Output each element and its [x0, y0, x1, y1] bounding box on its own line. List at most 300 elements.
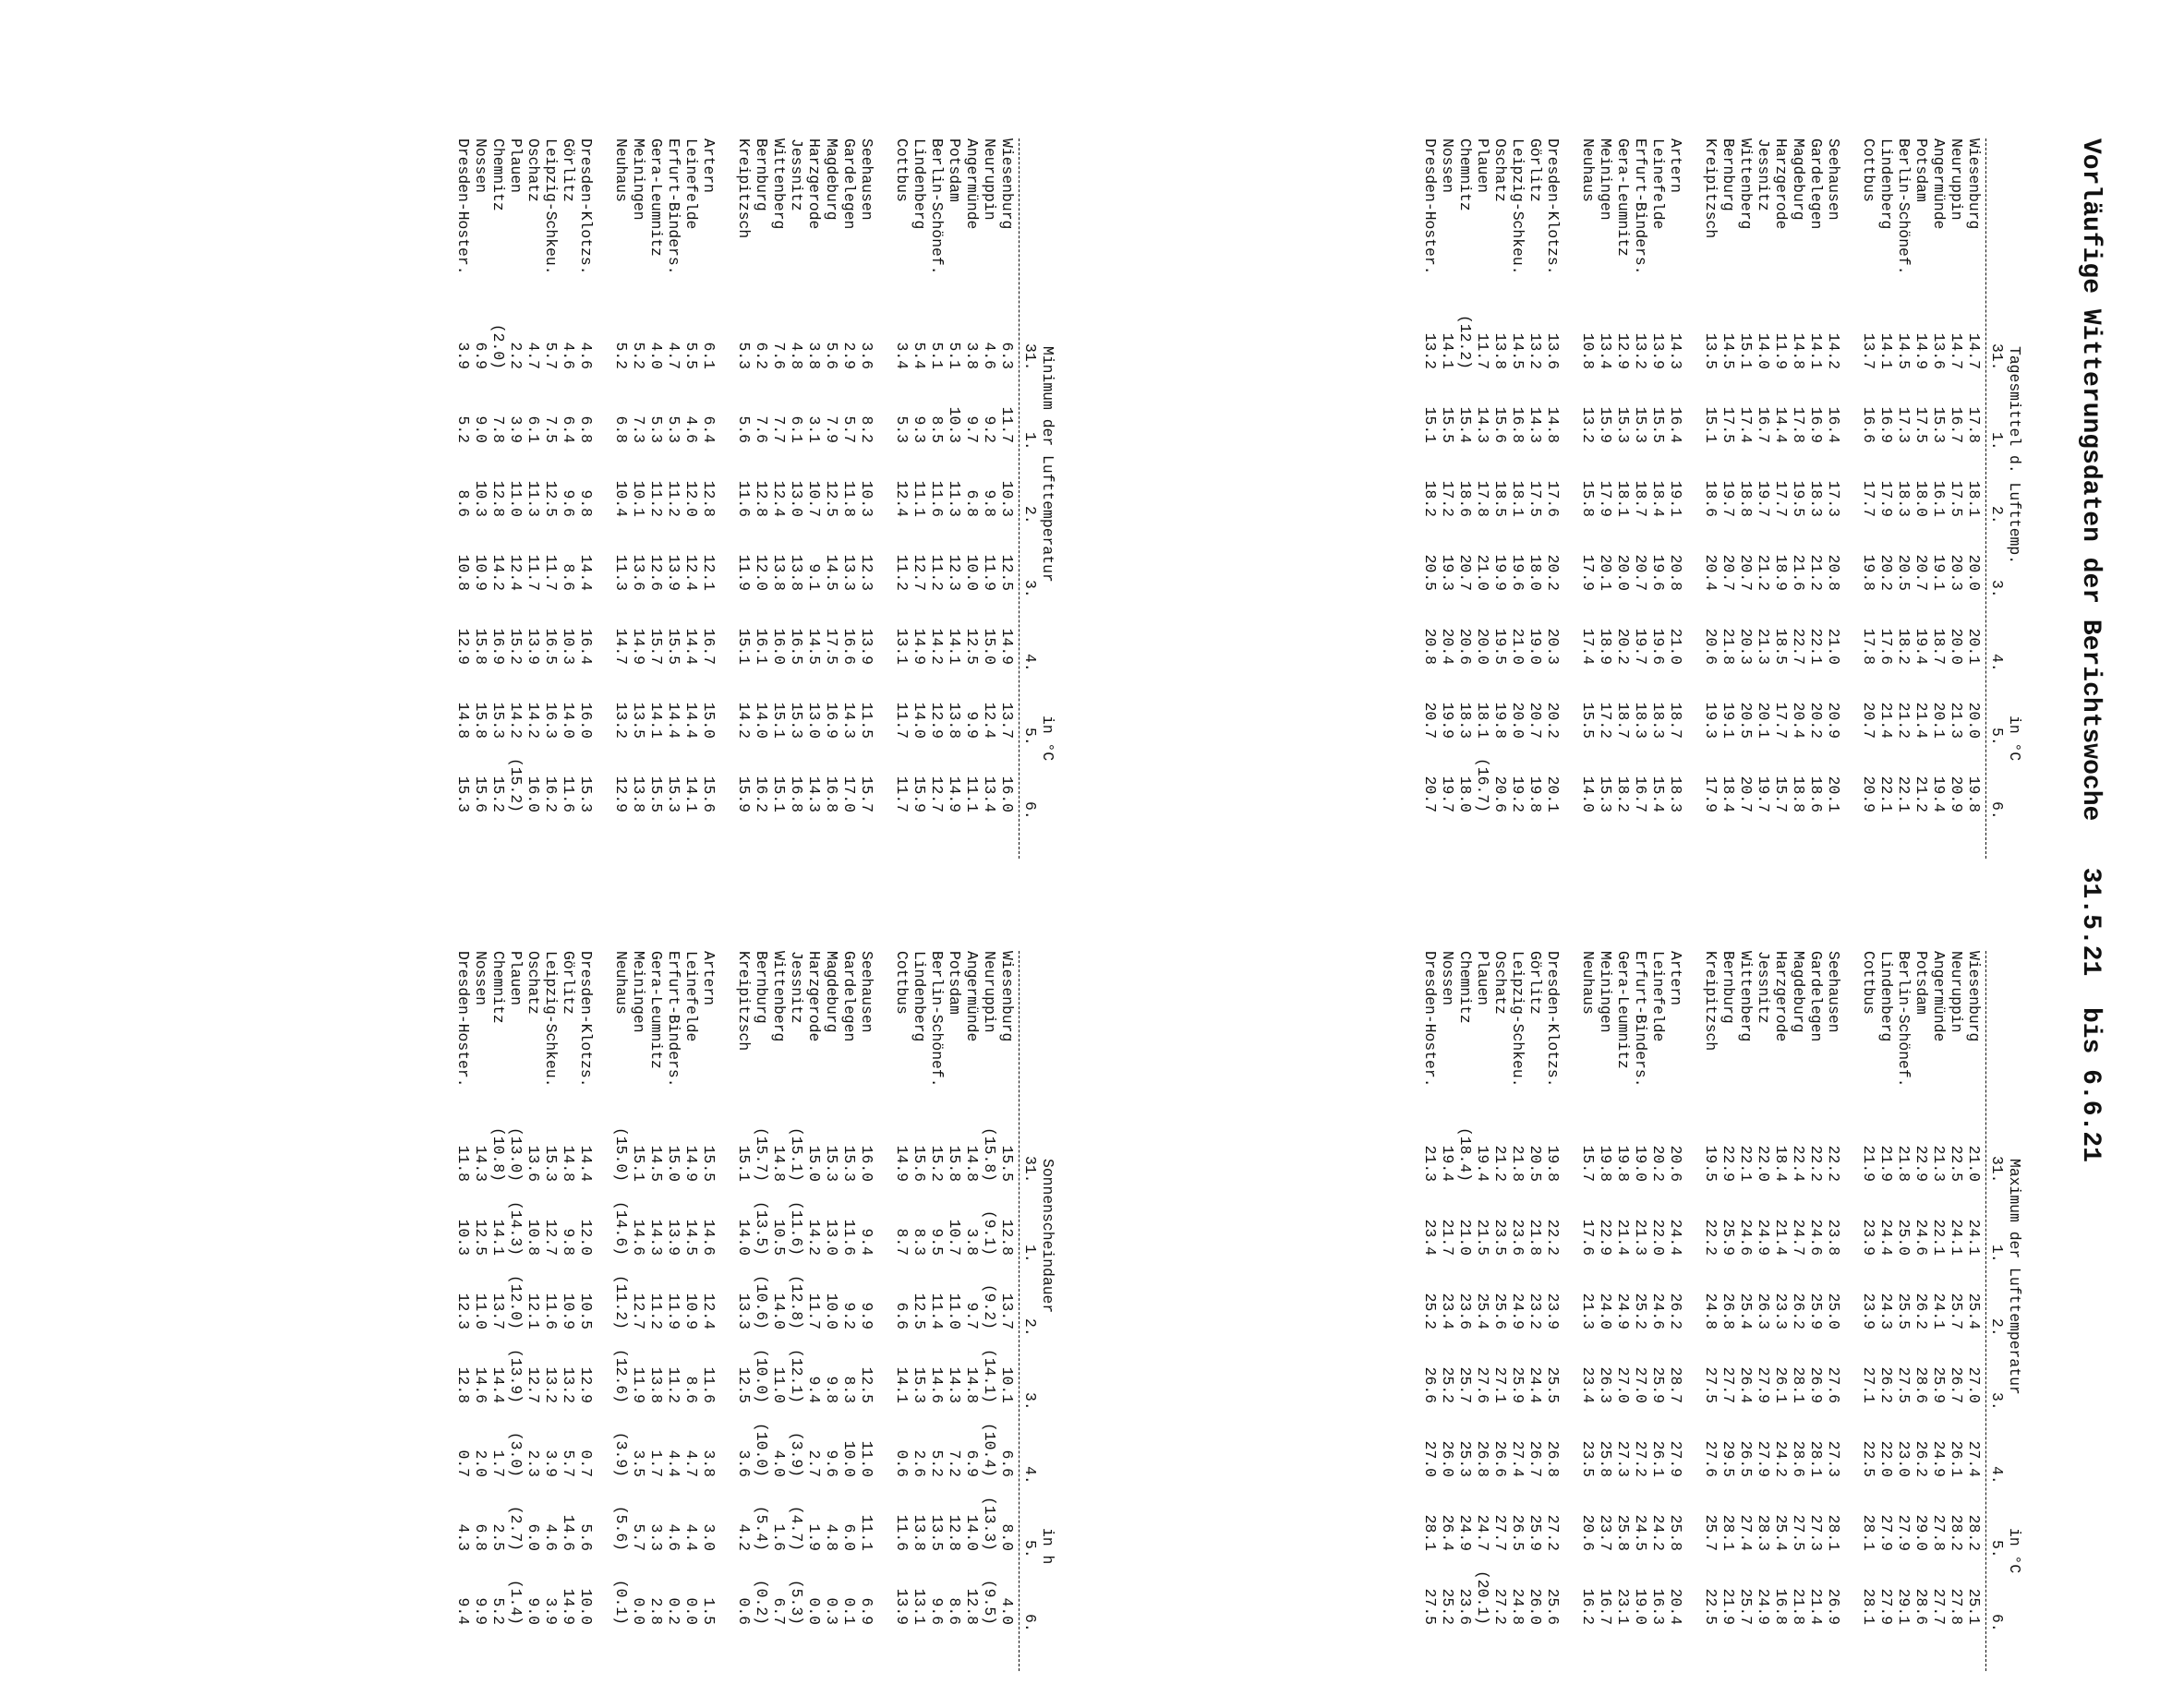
table-row — [1772, 951, 1790, 1708]
value-cell: 19.3 — [1439, 554, 1456, 591]
value-cell: 25.9 — [1509, 1366, 1526, 1403]
value-cell: 9.4 — [858, 1228, 875, 1256]
value-cell: 21.9 — [1720, 1588, 1737, 1625]
value-cell: 15.3 — [788, 702, 805, 739]
value-cell: 23.6 — [1509, 1219, 1526, 1256]
group-gap — [595, 951, 612, 1708]
value-cell: 22.2 — [1544, 1219, 1562, 1256]
station-name: Jessnitz — [788, 951, 805, 1024]
station-name: Gardelegen — [1807, 951, 1825, 1042]
table-title: Sonnenscheindauer — [1039, 1159, 1056, 1314]
value-cell: 5.2 — [630, 342, 647, 369]
value-cell: 24.1 — [1930, 1293, 1948, 1329]
value-cell: 9.9 — [963, 711, 981, 739]
value-cell: 27.8 — [1948, 1588, 1965, 1625]
value-cell: 9.0 — [472, 415, 489, 443]
table-row — [788, 138, 805, 896]
station-name: Oschatz — [1491, 951, 1509, 1015]
value-cell: 16.7 — [1755, 406, 1772, 443]
value-cell: 8.3 — [840, 1376, 858, 1403]
station-name: Artern — [700, 951, 718, 1006]
value-cell: (10.6) — [753, 1274, 770, 1329]
value-cell: 12.0 — [577, 1219, 595, 1256]
value-cell: 20.7 — [1421, 702, 1439, 739]
day-label: 6. — [1021, 801, 1039, 820]
value-cell: 26.1 — [1649, 1440, 1667, 1477]
station-name: Harzgerode — [1772, 951, 1790, 1042]
dashed-separator — [1985, 951, 1986, 1671]
value-cell: (15.1) — [788, 1126, 805, 1182]
station-name: Gardelegen — [840, 138, 858, 230]
station-name: Gera-Leumnitz — [1614, 951, 1632, 1069]
value-cell: 11.7 — [893, 702, 911, 739]
value-cell: 14.4 — [577, 1145, 595, 1182]
station-name: Chemnitz — [489, 138, 507, 211]
value-cell: 22.9 — [1720, 1145, 1737, 1182]
value-cell: 20.1 — [1825, 776, 1842, 812]
value-cell: 25.2 — [1439, 1588, 1456, 1625]
value-cell: 27.7 — [1720, 1366, 1737, 1403]
value-cell: 16.8 — [788, 776, 805, 812]
value-cell: 13.6 — [1544, 332, 1562, 369]
value-cell: 19.5 — [1790, 480, 1807, 517]
value-cell: 18.1 — [1614, 480, 1632, 517]
value-cell: 13.9 — [665, 554, 682, 591]
value-cell: 14.0 — [560, 702, 577, 739]
value-cell: 9.1 — [805, 563, 823, 591]
value-cell: 19.5 — [1491, 628, 1509, 665]
value-cell: 24.4 — [1877, 1219, 1895, 1256]
value-cell: 14.0 — [1755, 332, 1772, 369]
station-name: Jessnitz — [1755, 138, 1772, 211]
table-unit: in °C — [1039, 716, 1056, 762]
value-cell: 27.9 — [1877, 1588, 1895, 1625]
table-row — [911, 951, 928, 1708]
value-cell: 5.3 — [647, 415, 665, 443]
value-cell: 25.2 — [1439, 1366, 1456, 1403]
value-cell: 15.9 — [911, 776, 928, 812]
value-cell: 12.8 — [454, 1366, 472, 1403]
value-cell: 3.6 — [735, 1449, 753, 1477]
station-name: Leinefelde — [682, 951, 700, 1042]
table-row — [1720, 138, 1737, 896]
value-cell: 25.4 — [1474, 1293, 1491, 1329]
station-name: Harzgerode — [1772, 138, 1790, 230]
value-cell: 21.2 — [1491, 1145, 1509, 1182]
station-name: Kreipitzsch — [735, 951, 753, 1052]
table-row — [946, 951, 963, 1708]
value-cell: 14.8 — [770, 1145, 788, 1182]
station-name: Neuruppin — [1948, 138, 1965, 221]
value-cell: 0.0 — [630, 1597, 647, 1625]
value-cell: 6.8 — [612, 415, 630, 443]
value-cell: 11.6 — [560, 776, 577, 812]
value-cell: 14.3 — [1667, 332, 1684, 369]
table-row — [963, 951, 981, 1708]
value-cell: 21.0 — [1474, 554, 1491, 591]
value-cell: 17.6 — [1579, 1219, 1597, 1256]
table-row — [525, 951, 542, 1708]
table-row — [928, 951, 946, 1708]
table-row — [1807, 951, 1825, 1708]
value-cell: (14.6) — [612, 1200, 630, 1256]
value-cell: 21.8 — [1790, 1588, 1807, 1625]
value-cell: 12.7 — [525, 1366, 542, 1403]
value-cell: 15.3 — [489, 702, 507, 739]
value-cell: 14.4 — [682, 702, 700, 739]
table-row — [1737, 951, 1755, 1708]
value-cell: 11.8 — [840, 480, 858, 517]
value-cell: 6.6 — [893, 1302, 911, 1329]
value-cell: 15.3 — [577, 776, 595, 812]
value-cell: 17.8 — [1860, 628, 1877, 665]
value-cell: 21.3 — [1421, 1145, 1439, 1182]
station-name: Dresden-Klotzs. — [1544, 951, 1562, 1088]
value-cell: 16.0 — [525, 776, 542, 812]
value-cell: 8.2 — [858, 415, 875, 443]
value-cell: 20.7 — [1737, 554, 1755, 591]
value-cell: 17.9 — [1877, 480, 1895, 517]
value-cell: 19.0 — [1632, 1145, 1649, 1182]
value-cell: 5.7 — [630, 1523, 647, 1551]
station-name: Leipzig-Schkeu. — [1509, 951, 1526, 1088]
station-name: Gera-Leumnitz — [647, 951, 665, 1069]
table-sonnenschein — [454, 951, 1056, 1708]
station-name: Berlin-Schönef. — [1895, 951, 1913, 1088]
table-row — [1491, 951, 1509, 1708]
value-cell: 23.5 — [1579, 1440, 1597, 1477]
value-cell: 11.6 — [735, 480, 753, 517]
value-cell: 18.6 — [1807, 776, 1825, 812]
value-cell: 15.5 — [1649, 406, 1667, 443]
value-cell: 3.5 — [630, 1449, 647, 1477]
value-cell: 15.8 — [472, 628, 489, 665]
value-cell: 23.7 — [1597, 1514, 1614, 1551]
value-cell: 14.0 — [735, 1219, 753, 1256]
value-cell: 13.7 — [1860, 332, 1877, 369]
value-cell: 26.9 — [1825, 1588, 1842, 1625]
value-cell: 29.5 — [1720, 1440, 1737, 1477]
table-row — [1544, 951, 1562, 1708]
value-cell: 8.5 — [928, 415, 946, 443]
value-cell: 11.7 — [542, 554, 560, 591]
value-cell: 7.2 — [946, 1449, 963, 1477]
value-cell: 21.3 — [1755, 628, 1772, 665]
value-cell: 28.3 — [1755, 1514, 1772, 1551]
value-cell: 20.0 — [1614, 554, 1632, 591]
value-cell: 4.6 — [542, 1523, 560, 1551]
value-cell: 24.2 — [1649, 1514, 1667, 1551]
station-name: Seehausen — [858, 138, 875, 221]
value-cell: 17.2 — [1439, 480, 1456, 517]
value-cell: 26.0 — [1526, 1588, 1544, 1625]
value-cell: 24.4 — [1667, 1219, 1684, 1256]
value-cell: 0.7 — [454, 1449, 472, 1477]
table-row — [577, 951, 595, 1708]
value-cell: 24.0 — [1597, 1293, 1614, 1329]
value-cell: 11.7 — [525, 554, 542, 591]
table-row — [893, 138, 911, 896]
value-cell: 12.6 — [647, 554, 665, 591]
value-cell: 13.7 — [489, 1293, 507, 1329]
table-heading — [1039, 138, 1056, 896]
value-cell: 18.1 — [1474, 702, 1491, 739]
value-cell: 0.1 — [840, 1597, 858, 1625]
value-cell: 12.4 — [507, 554, 525, 591]
value-cell: 11.7 — [893, 776, 911, 812]
value-cell: 14.0 — [1579, 776, 1597, 812]
value-cell: 17.4 — [1579, 628, 1597, 665]
value-cell: 17.9 — [1597, 480, 1614, 517]
value-cell: 13.8 — [911, 1514, 928, 1551]
table-row — [472, 951, 489, 1708]
value-cell: 19.2 — [1509, 776, 1526, 812]
value-cell: 14.9 — [682, 1145, 700, 1182]
station-name: Plauen — [507, 138, 525, 194]
value-cell: 9.2 — [840, 1302, 858, 1329]
value-cell: 21.3 — [1579, 1293, 1597, 1329]
value-cell: 3.8 — [963, 1228, 981, 1256]
table-row — [1632, 951, 1649, 1708]
table-heading — [1039, 951, 1056, 1708]
value-cell: 9.6 — [560, 489, 577, 517]
value-cell: 14.2 — [928, 628, 946, 665]
value-cell: 4.6 — [560, 342, 577, 369]
value-cell: 6.0 — [525, 1523, 542, 1551]
value-cell: 18.0 — [1456, 776, 1474, 812]
value-cell: 20.8 — [1667, 554, 1684, 591]
value-cell: 3.8 — [805, 342, 823, 369]
station-name: Kreipitzsch — [1702, 138, 1720, 239]
value-cell: 17.8 — [1790, 406, 1807, 443]
value-cell: 13.0 — [788, 480, 805, 517]
station-name: Wiesenburg — [998, 951, 1016, 1042]
value-cell: 20.9 — [1948, 776, 1965, 812]
value-cell: 12.7 — [911, 554, 928, 591]
value-cell: 13.0 — [823, 1219, 840, 1256]
value-cell: 20.4 — [1667, 1588, 1684, 1625]
value-cell: 5.5 — [682, 342, 700, 369]
value-cell: 18.2 — [1614, 776, 1632, 812]
value-cell: 16.3 — [1649, 1588, 1667, 1625]
value-cell: 14.3 — [1474, 406, 1491, 443]
value-cell: 18.3 — [1649, 702, 1667, 739]
table-row — [1456, 138, 1474, 896]
day-header-row — [1021, 951, 1039, 1708]
value-cell: 12.8 — [700, 480, 718, 517]
value-cell: 19.1 — [1720, 702, 1737, 739]
value-cell: 27.3 — [1825, 1440, 1842, 1477]
value-cell: 22.1 — [1737, 1145, 1755, 1182]
value-cell: 20.0 — [1509, 702, 1526, 739]
value-cell: 29.0 — [1913, 1514, 1930, 1551]
day-label: 4. — [1021, 654, 1039, 672]
value-cell: 27.6 — [1825, 1366, 1842, 1403]
value-cell: 26.5 — [1737, 1440, 1755, 1477]
value-cell: 15.3 — [1632, 406, 1649, 443]
value-cell: 10.7 — [946, 1219, 963, 1256]
value-cell: 4.6 — [577, 342, 595, 369]
value-cell: 25.5 — [1544, 1366, 1562, 1403]
value-cell: 28.1 — [1860, 1588, 1877, 1625]
value-cell: 9.4 — [805, 1376, 823, 1403]
value-cell: 25.3 — [1456, 1440, 1474, 1477]
table-row — [1702, 951, 1720, 1708]
value-cell: (9.5) — [981, 1579, 998, 1625]
value-cell: 17.2 — [1597, 702, 1614, 739]
table-row — [753, 138, 770, 896]
value-cell: 11.5 — [858, 702, 875, 739]
value-cell: 16.0 — [858, 1145, 875, 1182]
value-cell: 17.5 — [1948, 480, 1965, 517]
value-cell: 17.4 — [1737, 406, 1755, 443]
value-cell: 15.5 — [647, 776, 665, 812]
value-cell: 8.6 — [454, 489, 472, 517]
value-cell: 15.7 — [858, 776, 875, 812]
value-cell: (5.3) — [788, 1579, 805, 1625]
value-cell: (10.4) — [981, 1422, 998, 1477]
value-cell: 9.8 — [823, 1376, 840, 1403]
value-cell: 7.8 — [489, 415, 507, 443]
value-cell: 13.0 — [805, 702, 823, 739]
table-row — [1755, 951, 1772, 1708]
value-cell: 3.3 — [647, 1523, 665, 1551]
table-row — [665, 951, 682, 1708]
value-cell: 15.1 — [1702, 406, 1720, 443]
table-row — [963, 138, 981, 896]
value-cell: 24.1 — [1965, 1219, 1983, 1256]
value-cell: 26.2 — [1877, 1366, 1895, 1403]
value-cell: 27.0 — [1632, 1366, 1649, 1403]
station-name: Berlin-Schönef. — [928, 138, 946, 275]
value-cell: (11.6) — [788, 1200, 805, 1256]
value-cell: 21.9 — [1860, 1145, 1877, 1182]
value-cell: 13.4 — [1597, 332, 1614, 369]
day-label: 6. — [1988, 801, 2006, 820]
station-name: Bernburg — [753, 138, 770, 211]
station-name: Magdeburg — [823, 951, 840, 1033]
value-cell: 13.8 — [946, 702, 963, 739]
value-cell: 5.2 — [489, 1597, 507, 1625]
value-cell: 26.8 — [1720, 1293, 1737, 1329]
value-cell: 20.6 — [1702, 628, 1720, 665]
value-cell: 15.6 — [472, 776, 489, 812]
value-cell: 25.0 — [1895, 1219, 1913, 1256]
value-cell: 15.6 — [700, 776, 718, 812]
table-row — [560, 951, 577, 1708]
table-row — [1948, 138, 1965, 896]
station-name: Meiningen — [630, 138, 647, 221]
value-cell: 12.5 — [542, 480, 560, 517]
table-row — [1790, 138, 1807, 896]
value-cell: 18.2 — [1895, 628, 1913, 665]
table-row — [577, 138, 595, 896]
table-row — [1649, 138, 1667, 896]
day-label: 31. — [1021, 343, 1039, 371]
value-cell: 25.2 — [1632, 1293, 1649, 1329]
value-cell: 20.3 — [1544, 628, 1562, 665]
value-cell: 9.4 — [454, 1597, 472, 1625]
value-cell: 20.8 — [1421, 628, 1439, 665]
value-cell: 13.3 — [840, 554, 858, 591]
value-cell: 20.6 — [1579, 1514, 1597, 1551]
station-name: Lindenberg — [911, 138, 928, 230]
value-cell: 24.7 — [1474, 1514, 1491, 1551]
value-cell: 16.9 — [489, 628, 507, 665]
value-cell: 11.4 — [928, 1293, 946, 1329]
table-row — [1965, 138, 1983, 896]
value-cell: 20.2 — [1614, 628, 1632, 665]
value-cell: 16.8 — [823, 776, 840, 812]
value-cell: 14.3 — [946, 1366, 963, 1403]
station-name: Dresden-Hoster. — [1421, 951, 1439, 1088]
value-cell: 27.8 — [1930, 1514, 1948, 1551]
day-label: 2. — [1988, 1318, 2006, 1337]
table-row — [805, 951, 823, 1708]
value-cell: 11.9 — [1772, 332, 1790, 369]
value-cell: 20.0 — [1474, 628, 1491, 665]
table-row — [1579, 138, 1597, 896]
value-cell: 21.0 — [1667, 628, 1684, 665]
value-cell: 24.8 — [1509, 1588, 1526, 1625]
day-label: 5. — [1988, 1540, 2006, 1558]
value-cell: 14.1 — [682, 776, 700, 812]
value-cell: 4.7 — [525, 342, 542, 369]
table-row — [700, 138, 718, 896]
station-name: Plauen — [1474, 138, 1491, 194]
station-name: Artern — [1667, 138, 1684, 194]
value-cell: 4.0 — [647, 342, 665, 369]
value-cell: 25.9 — [1649, 1366, 1667, 1403]
value-cell: 22.2 — [1702, 1219, 1720, 1256]
station-name: Kreipitzsch — [1702, 951, 1720, 1052]
value-cell: 20.7 — [1456, 554, 1474, 591]
value-cell: 12.9 — [928, 702, 946, 739]
station-name: Berlin-Schönef. — [928, 951, 946, 1088]
value-cell: 14.2 — [735, 702, 753, 739]
value-cell: 9.8 — [577, 489, 595, 517]
value-cell: 14.6 — [700, 1219, 718, 1256]
value-cell: 16.7 — [700, 628, 718, 665]
station-name: Harzgerode — [805, 951, 823, 1042]
station-name: Potsdam — [946, 951, 963, 1015]
value-cell: 22.1 — [1930, 1219, 1948, 1256]
value-cell: 5.2 — [454, 415, 472, 443]
value-cell: 7.5 — [542, 415, 560, 443]
value-cell: 20.4 — [1702, 554, 1720, 591]
value-cell: 24.6 — [1737, 1219, 1755, 1256]
value-cell: 10.3 — [560, 628, 577, 665]
day-label: 1. — [1021, 1245, 1039, 1263]
value-cell: 10.0 — [823, 1293, 840, 1329]
value-cell: 17.0 — [840, 776, 858, 812]
value-cell: 23.3 — [1772, 1293, 1790, 1329]
table-row — [1772, 138, 1790, 896]
value-cell: 16.9 — [1807, 406, 1825, 443]
value-cell: 2.5 — [489, 1523, 507, 1551]
value-cell: 10.5 — [577, 1293, 595, 1329]
value-cell: 13.3 — [735, 1293, 753, 1329]
value-cell: 23.6 — [1456, 1293, 1474, 1329]
station-name: Meiningen — [630, 951, 647, 1033]
value-cell: 17.7 — [1772, 480, 1790, 517]
day-label: 1. — [1988, 1245, 2006, 1263]
value-cell: 14.2 — [1825, 332, 1842, 369]
station-name: Gera-Leumnitz — [1614, 138, 1632, 257]
value-cell: 15.7 — [1772, 776, 1790, 812]
value-cell: 20.1 — [1597, 554, 1614, 591]
value-cell: 19.6 — [1649, 554, 1667, 591]
